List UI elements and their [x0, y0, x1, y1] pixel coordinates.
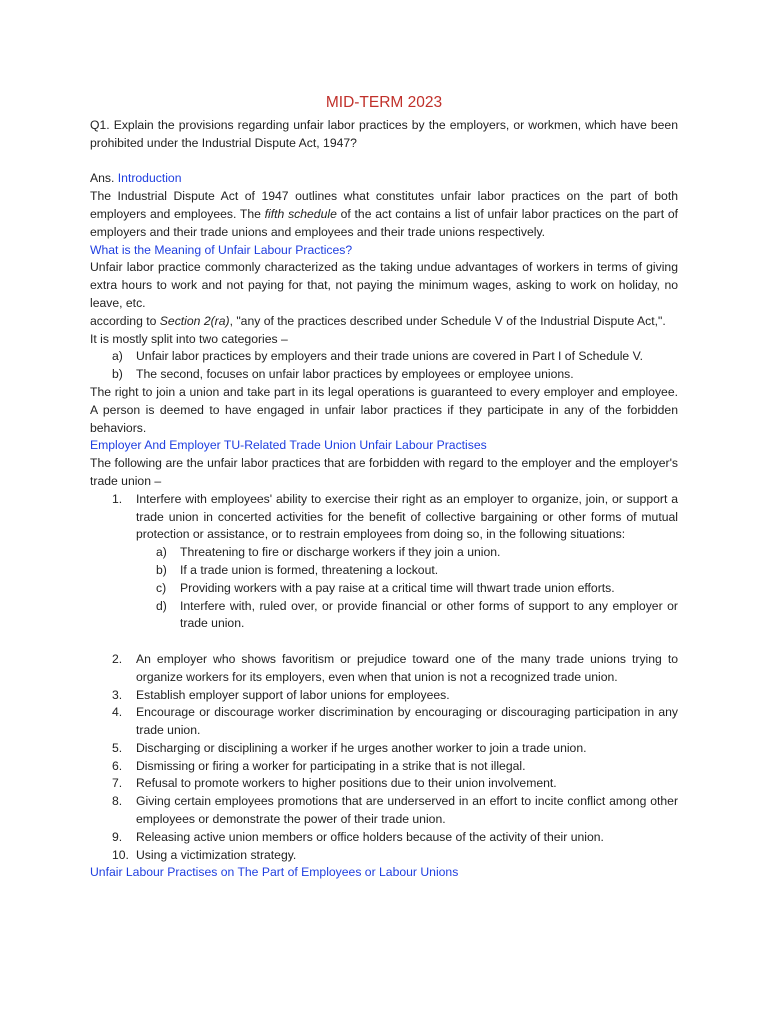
list-marker: a): [156, 545, 167, 560]
list-marker: 2.: [112, 651, 123, 666]
list-marker: 5.: [112, 740, 123, 755]
sub-list-item: [90, 580, 678, 598]
sub-list-item: [90, 598, 678, 634]
list-item-text: Establish employer support of labor unions for employees.: [136, 687, 450, 702]
list-item-text: Giving certain employees promotions that are underserved in an effort to incite conflict among other employees or demonstrate the power of their trade union.: [136, 794, 678, 827]
list-item: [90, 758, 678, 776]
list-marker: 8.: [112, 794, 123, 809]
section-paragraph: [90, 313, 678, 331]
intro-heading: Introduction: [117, 171, 182, 186]
right-paragraph: The right to join a union and take part in its legal operations is guaranteed to every employer and employee. A person is deemed to have engaged in unfair labor practices if they participate in any of the forbidden behaviors.: [90, 384, 678, 435]
question-text: Q1. Explain the provisions regarding unfair labor practices by the employers, or workmen, which have been prohibited under the Industrial Dispute Act, 1947?: [90, 118, 678, 150]
section-italic: Section 2(ra): [159, 313, 230, 328]
employer-heading: Employer And Employer TU-Related Trade Union Unfair Labour Practises: [90, 438, 487, 453]
intro-italic: fifth schedule: [264, 206, 337, 221]
list-item-text: The second, focuses on unfair labor practices by employees or employee unions.: [136, 367, 574, 382]
list-item-text: If a trade union is formed, threatening a lockout.: [180, 562, 439, 577]
answer-prefix: Ans.: [90, 171, 118, 186]
list-marker: a): [112, 349, 123, 364]
document-body: [90, 117, 678, 882]
list-item-text: Providing workers with a pay raise at a critical time will thwart trade union efforts.: [180, 580, 615, 595]
list-marker: 6.: [112, 758, 123, 773]
list-item-text: Interfere with employees' ability to exercise their right as an employer to organize, join, or support a trade union in concerted activities for the benefit of collective bargaining or other forms of mutual protection or assistance, or to restrain employees from doing so, in the following situations:: [136, 491, 678, 542]
sub-list-item: [90, 544, 678, 562]
meaning-paragraph: Unfair labor practice commonly characterized as the taking undue advantages of workers in terms of giving extra hours to work and not paying for that, not paying the minimum wages, asking to work on holiday, no leave, etc.: [90, 260, 678, 310]
list-marker: 3.: [112, 687, 123, 702]
list-item: [90, 847, 678, 865]
list-item: [90, 491, 678, 544]
list-item-text: An employer who shows favoritism or prejudice toward one of the many trade unions trying to organize workers for its employers, even when that union is not a recognized trade union.: [136, 651, 678, 684]
employees-heading: Unfair Labour Practises on The Part of Employees or Labour Unions: [90, 865, 459, 880]
list-marker: 10.: [112, 847, 129, 862]
sub-list-item: [90, 562, 678, 580]
split-line: It is mostly split into two categories –: [90, 331, 288, 346]
meaning-heading: What is the Meaning of Unfair Labour Practices?: [90, 242, 353, 257]
list-item-text: Unfair labor practices by employers and their trade unions are covered in Part I of Schedule V.: [136, 349, 643, 364]
list-marker: b): [156, 562, 167, 577]
list-marker: c): [156, 580, 167, 595]
section-text-2: , "any of the practices described under Schedule V of the Industrial Dispute Act,".: [229, 313, 666, 328]
intro-text-1: The Industrial Dispute Act of 1947 outlines what constitutes unfair labor practices on the part of both employers and employees. The: [90, 189, 678, 221]
list-item: [90, 829, 678, 847]
spacer: [90, 153, 678, 171]
intro-text-2: of the act contains a list of unfair labor practices on the part of employers and their trade unions and employees and their trade unions respectively.: [90, 206, 678, 239]
list-marker: 7.: [112, 776, 123, 791]
employer-intro: The following are the unfair labor practices that are forbidden with regard to the employer and the employer's trade union –: [90, 456, 678, 488]
spacer: [90, 633, 678, 651]
list-item: [90, 740, 678, 758]
list-item: [90, 704, 678, 740]
list-item-text: Dismissing or firing a worker for participating in a strike that is not illegal.: [136, 758, 526, 773]
list-item-text: Refusal to promote workers to higher positions due to their union involvement.: [136, 776, 557, 791]
intro-paragraph: [90, 188, 678, 241]
list-item: [90, 651, 678, 687]
list-marker: 4.: [112, 705, 123, 720]
list-marker: 1.: [112, 491, 123, 506]
list-item-text: Using a victimization strategy.: [136, 847, 297, 862]
list-item-text: Threatening to fire or discharge workers if they join a union.: [180, 545, 501, 560]
list-marker: d): [156, 598, 167, 613]
list-item-text: Encourage or discourage worker discrimination by encouraging or discouraging participation in any trade union.: [136, 705, 678, 738]
list-item: [90, 348, 678, 366]
list-item: [90, 366, 678, 384]
list-item: [90, 775, 678, 793]
list-item-text: Discharging or disciplining a worker if he urges another worker to join a trade union.: [136, 740, 587, 755]
page-title: MID-TERM 2023: [325, 94, 443, 111]
list-marker: b): [112, 367, 123, 382]
list-item: [90, 687, 678, 705]
list-item: [90, 793, 678, 829]
list-item-text: Releasing active union members or office holders because of the activity of their union.: [136, 829, 604, 844]
list-item-text: Interfere with, ruled over, or provide financial or other forms of support to any employer or trade union.: [180, 598, 678, 631]
section-text-1: according to: [90, 313, 160, 328]
answer-line: [90, 170, 678, 188]
list-marker: 9.: [112, 829, 123, 844]
